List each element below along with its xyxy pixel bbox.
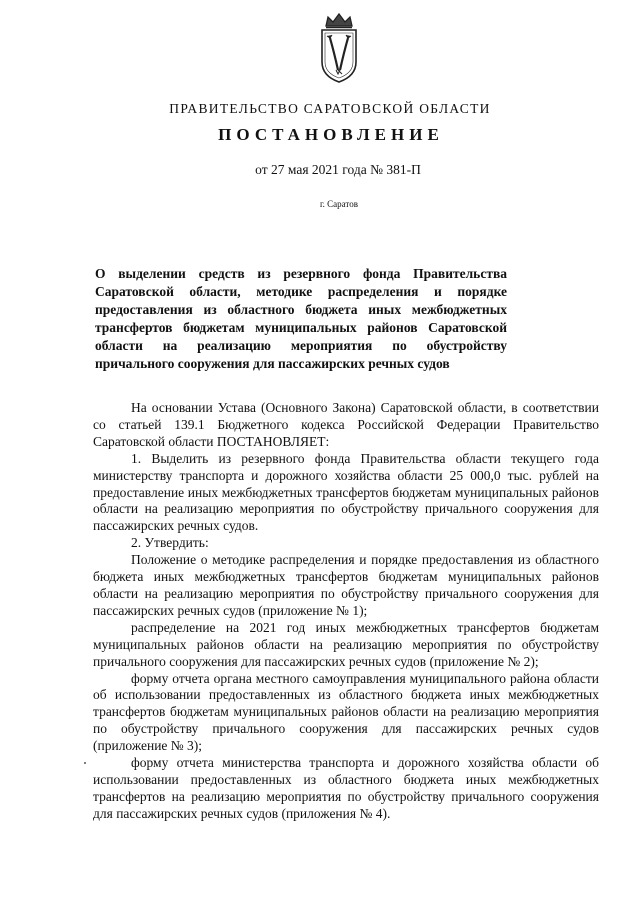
document-body — [93, 400, 599, 823]
body-paragraph: Положение о методике распределения и порядке предоставления из областного бюджета иных межбюджетных трансфертов бюджетам муниципальных районов области на реализацию мероприятия по обустройству причального сооружения для пассажирских речных судов (приложение № 1); — [93, 552, 599, 618]
body-paragraph: распределение на 2021 год иных межбюджетных трансфертов бюджетам муниципальных районов области на реализацию мероприятия по обустройству причального сооружения для пассажирских речных судов (приложение № 2); — [93, 619, 599, 669]
document-heading: О выделении средств из резервного фонда Правительства Саратовской области, методике распределения и порядке предоставления из областного бюджета иных межбюджетных трансфертов бюджетам муниципальных районов Саратовской области на реализацию мероприятия по обустройству причального сооружения для пассажирских речных судов — [95, 266, 507, 372]
scan-artifact — [84, 762, 86, 764]
body-paragraph: 2. Утвердить: — [131, 535, 209, 551]
body-paragraph: 1. Выделить из резервного фонда Правительства области текущего года министерству транспорта и дорожного хозяйства области 25 000,0 тыс. рублей на предоставление иных межбюджетных трансфертов бюджетам муниципальных районов области на реализацию мероприятия по обустройству причального сооружения для пассажирских речных судов. — [93, 450, 599, 534]
saratov-coat-of-arms-icon — [316, 12, 362, 84]
body-paragraph: форму отчета органа местного самоуправления муниципального района области об использовании предоставленных из областного бюджета иных межбюджетных трансфертов бюджетам муниципальных районов области на реализацию мероприятия по обустройству причального сооружения для пассажирских речных судов (приложение № 3); — [93, 670, 599, 754]
document-type-title: ПОСТАНОВЛЕНИЕ — [218, 125, 444, 144]
document-date-number: от 27 мая 2021 года № 381-П — [255, 162, 421, 177]
body-paragraph: форму отчета министерства транспорта и дорожного хозяйства области об использовании предоставленных из областного бюджета иных межбюджетных трансфертов на реализацию мероприятия по обустройству причального сооружения для пассажирских речных судов (приложения № 4). — [93, 755, 599, 821]
document-city: г. Саратов — [320, 199, 358, 209]
body-paragraph: На основании Устава (Основного Закона) Саратовской области, в соответствии со статьей 139.1 Бюджетного кодекса Российской Федерации Правительство Саратовской области ПОСТАНОВЛЯЕТ: — [93, 400, 599, 449]
government-name: ПРАВИТЕЛЬСТВО САРАТОВСКОЙ ОБЛАСТИ — [169, 101, 491, 116]
